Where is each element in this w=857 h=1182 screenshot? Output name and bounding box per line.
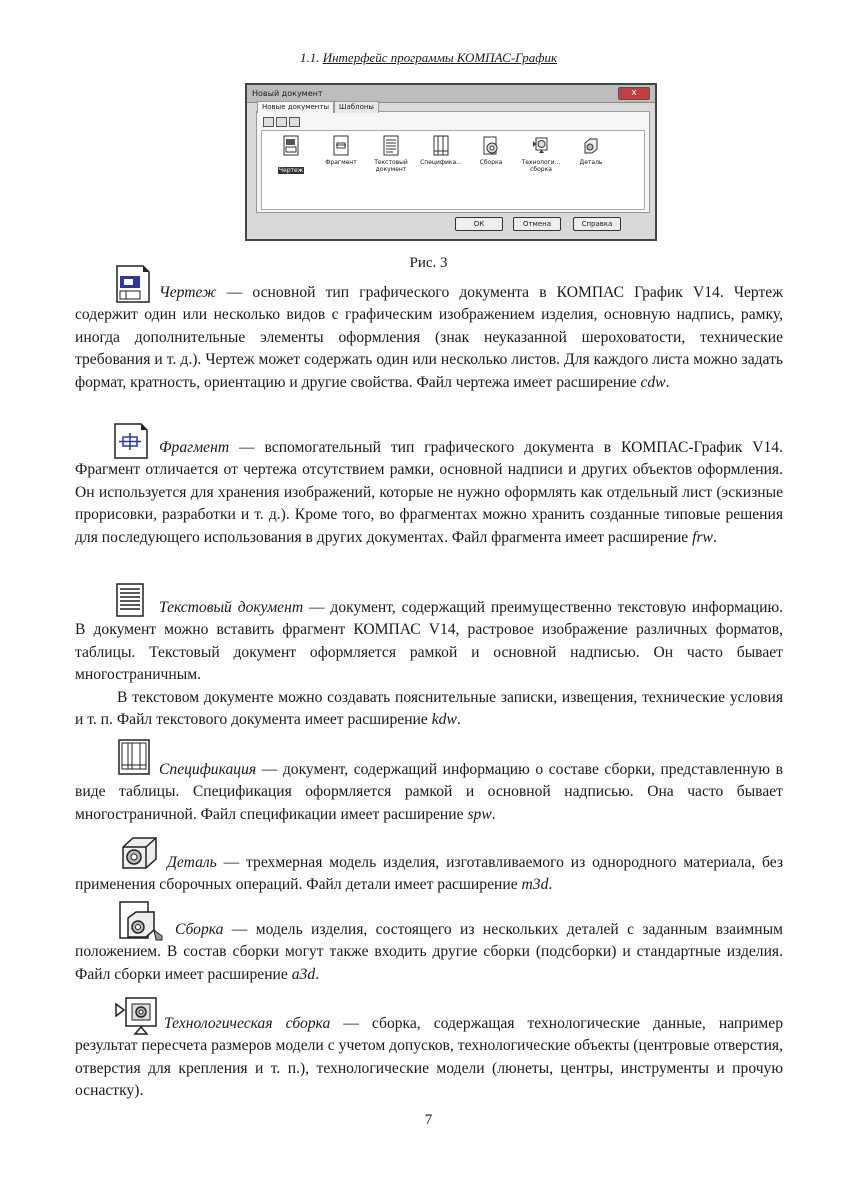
section-drawing: Чертеж — основной тип графического документа в КОМПАС График V14. Чертеж содержит один или несколько видов с графическим изображением изделия, основную надпись, рамку, иногда дополнительные элементы оформления (знак неуказанной шероховатости, технические требования и т. д.). Чертеж может содержать один или несколько листов. Для каждого листа можно задать формат, кратность, ориентацию и другие свойства. Файл чертежа имеет расширение cdw.: [75, 284, 783, 391]
tech-assembly-icon: [532, 135, 550, 157]
doc-type-assembly[interactable]: Сборка: [466, 135, 516, 166]
ok-button[interactable]: ОК: [455, 217, 503, 231]
doc-type-drawing[interactable]: Чертеж: [266, 135, 316, 176]
dialog-body: [256, 103, 650, 213]
fragment-icon: [332, 135, 350, 157]
cancel-button[interactable]: Отмена: [513, 217, 561, 231]
term-tech-assembly: Технологическая сборка: [164, 1015, 331, 1032]
new-document-dialog: [245, 83, 657, 241]
help-button[interactable]: Справка: [573, 217, 621, 231]
part-icon: [582, 135, 600, 157]
term-part: Деталь: [167, 854, 217, 871]
small-icons-view-button[interactable]: [276, 117, 287, 127]
list-view-button[interactable]: [289, 117, 300, 127]
drawing-icon: [282, 135, 300, 157]
section-text-document: Текстовый документ — документ, содержащий преимущественно текстовую информацию. В документ можно вставить фрагмент КОМПАС V14, растровое изображение различных форматов, таблицы. Текстовый документ оформляется рамкой и основной надписью. Он часто бывает многостраничным. В текстовом документе можно создавать пояснительные записки, извещения, технические условия и т. п. Файл текстового документа имеет расширение kdw.: [75, 599, 783, 729]
term-assembly: Сборка: [175, 921, 224, 938]
document-type-list: [261, 130, 645, 210]
doc-type-fragment[interactable]: Фрагмент: [316, 135, 366, 166]
text-document-icon: [382, 135, 400, 157]
large-icons-view-button[interactable]: [263, 117, 274, 127]
figure-caption: Рис. 3: [409, 255, 448, 271]
term-text-document: Текстовый документ: [159, 599, 304, 616]
doc-type-text-document[interactable]: Текстовый документ: [366, 135, 416, 173]
tab-new-documents[interactable]: Новые документы: [257, 101, 334, 113]
section-tech-assembly: Технологическая сборка — сборка, содержащая технологические данные, например результат пересчета размеров модели с учетом допусков, технологические объекты (центровые отверстия, отверстия для крепления и т. п.), технологические модели (люнеты, центры, инструменты и прочую оснастку).: [75, 1015, 783, 1100]
assembly-icon: [482, 135, 500, 157]
tab-templates[interactable]: Шаблоны: [334, 101, 379, 113]
term-specification: Спецификация: [159, 761, 257, 778]
section-part: Деталь — трехмерная модель изделия, изготавливаемого из однородного материала, без применения сборочных операций. Файл детали имеет расширение m3d.: [75, 854, 783, 894]
dialog-title: Новый документ x: [247, 85, 655, 103]
term-drawing: Чертеж: [159, 284, 217, 301]
section-assembly: Сборка — модель изделия, состоящего из нескольких деталей с заданным взаимным положением. В состав сборки могут также входить другие сборки (подсборки) и стандартные изделия. Файл сборки имеет расширение a3d.: [75, 921, 783, 983]
running-header-title: Интерфейс программы КОМПАС-График: [322, 50, 558, 65]
doc-type-part[interactable]: Деталь: [566, 135, 616, 166]
doc-type-specification[interactable]: Специфика...: [416, 135, 466, 166]
page-number: 7: [424, 1112, 433, 1128]
term-fragment: Фрагмент: [159, 439, 230, 456]
section-specification: Спецификация — документ, содержащий информацию о составе сборки, представленную в виде таблицы. Спецификация оформляется рамкой и основной надписью. Она часто бывает многостраничной. Файл спецификации имеет расширение spw.: [75, 761, 783, 823]
section-fragment: Фрагмент — вспомогательный тип графического документа в КОМПАС-График V14. Фрагмент отличается от чертежа отсутствием рамки, основной надписи и других объектов оформления. Он используется для хранения изображений, которые не нужно оформлять как отдельный лист (эскизные прорисовки, разработки и т. д.). Кроме того, во фрагментах можно хранить созданные типовые решения для последующего использования в других документах. Файл фрагмента имеет расширение frw.: [75, 439, 783, 546]
doc-type-tech-assembly[interactable]: Технологи... сборка: [516, 135, 566, 173]
specification-icon: [432, 135, 450, 157]
running-header: 1.1. Интерфейс программы КОМПАС-График: [299, 50, 558, 65]
close-button[interactable]: x: [618, 87, 650, 100]
